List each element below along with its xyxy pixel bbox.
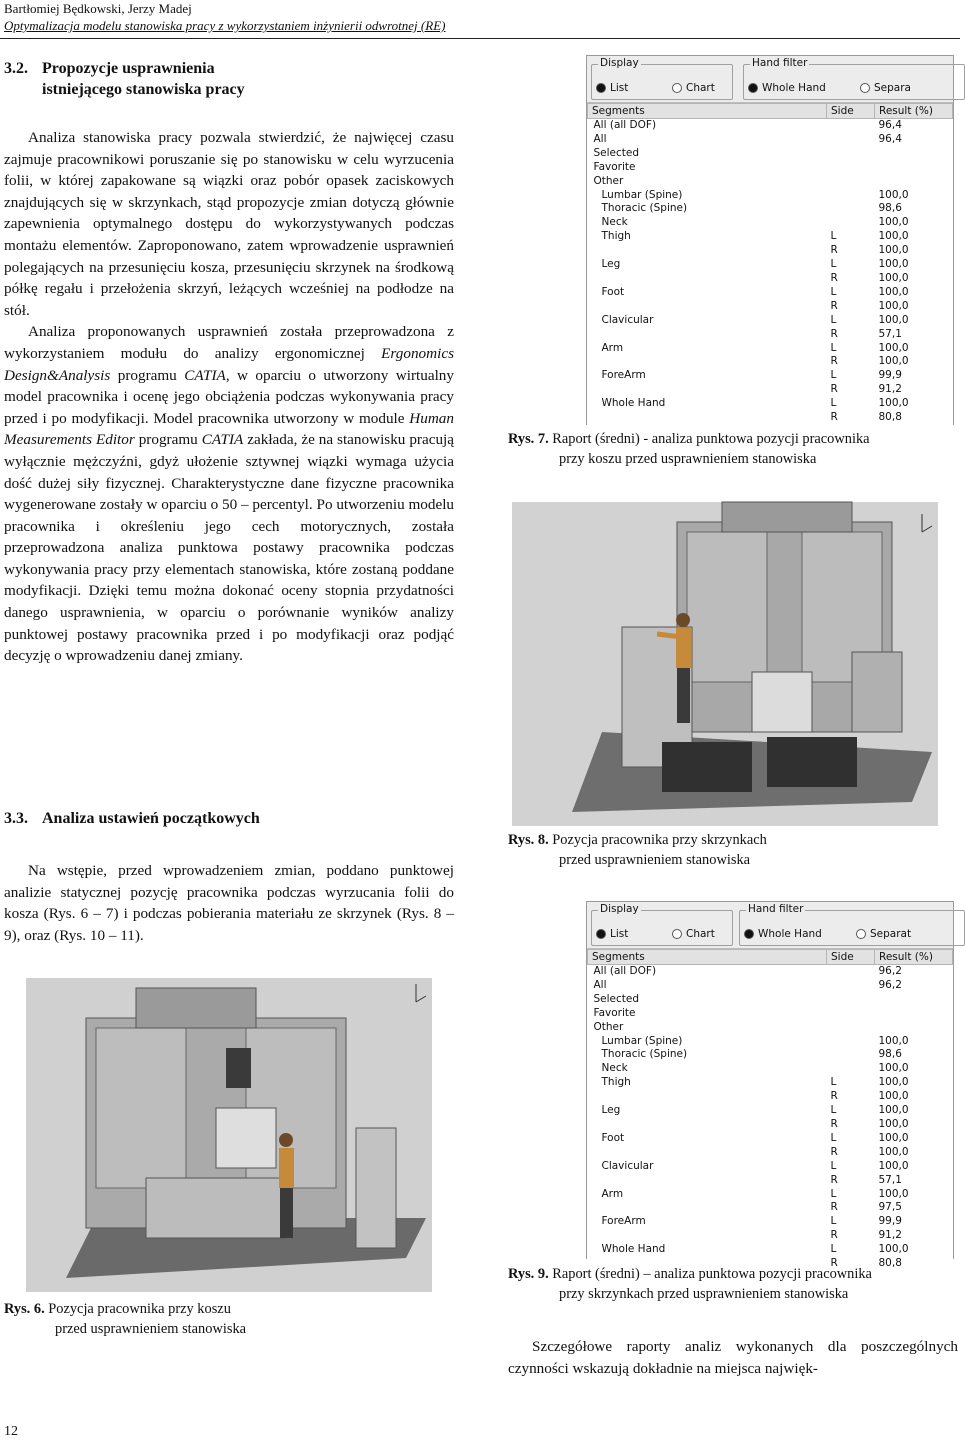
table-row[interactable] xyxy=(588,175,953,189)
result-cell: 100,0 xyxy=(878,1104,909,1117)
side-cell: R xyxy=(830,1090,838,1103)
table-row[interactable] xyxy=(588,979,953,993)
result-cell: 100,0 xyxy=(878,1187,909,1200)
table-row[interactable] xyxy=(588,1118,953,1132)
side-cell xyxy=(827,993,875,1007)
result-cell: 100,0 xyxy=(878,1034,909,1047)
result-cell: 91,2 xyxy=(878,1229,902,1242)
result-cell xyxy=(875,1021,953,1035)
table-row[interactable] xyxy=(588,397,953,411)
side-cell xyxy=(827,216,875,230)
table-row[interactable] xyxy=(588,272,953,286)
segment-cell: All xyxy=(593,978,607,991)
result-cell xyxy=(875,147,953,161)
segment-cell: Favorite xyxy=(593,160,636,173)
segment-cell xyxy=(588,1174,827,1188)
section-3-2-heading xyxy=(4,58,474,100)
side-cell xyxy=(827,1062,875,1076)
segment-cell xyxy=(588,1118,827,1132)
result-cell: 80,8 xyxy=(878,1257,902,1270)
side-cell: L xyxy=(830,285,837,298)
side-cell: L xyxy=(830,1076,837,1089)
paragraph-1: Analiza stanowiska pracy pozwala stwierdzić, że najwięcej czasu zajmuje pracownikowi poruszanie się po stanowisku w celu wyrzucenia folii, w której zapakowane są wiązki oraz pobór opasek zaciskowych znajdujących się w skrzynkach, stąd propozycje zmian dotyczą głównie zapewnienia optymalnego dostępu do wykorzystywanych podczas montażu elementów. Zaproponowano, zatem wprowadzenie usprawnień polegających na przesunięciu kosza, przesunięciu skrzynek na środkową półkę regału i przełożenia skrzyń, leżących wcześniej na podłodze na stół. xyxy=(4,129,454,319)
result-cell: 100,0 xyxy=(878,1131,909,1144)
table-row[interactable] xyxy=(588,286,953,300)
paragraph-tail: Szczegółowe raporty analiz wykonanych dla poszczególnych czynności wskazują dokładnie na miejsca najwięk- xyxy=(508,1338,958,1377)
table-row[interactable] xyxy=(588,161,953,175)
result-cell: 100,0 xyxy=(878,244,909,257)
side-cell xyxy=(827,1007,875,1021)
result-cell xyxy=(875,161,953,175)
side-cell: R xyxy=(830,1229,838,1242)
segment-cell xyxy=(588,383,827,397)
segment-cell xyxy=(588,411,827,425)
result-cell: 100,0 xyxy=(878,299,909,312)
table-row[interactable] xyxy=(588,230,953,244)
side-cell: L xyxy=(830,230,837,243)
segment-cell: Thoracic (Spine) xyxy=(601,202,688,215)
left-column-body xyxy=(4,127,454,667)
side-cell: L xyxy=(830,1187,837,1200)
table-row[interactable] xyxy=(588,202,953,216)
table-row[interactable] xyxy=(588,1188,953,1202)
side-cell: R xyxy=(830,299,838,312)
side-cell: R xyxy=(830,1201,838,1214)
side-cell: R xyxy=(830,355,838,368)
side-cell xyxy=(827,133,875,147)
table-row[interactable] xyxy=(588,314,953,328)
side-cell: L xyxy=(830,341,837,354)
side-cell xyxy=(827,189,875,203)
col-result[interactable]: Result (%) xyxy=(875,950,953,965)
table-row[interactable] xyxy=(588,328,953,342)
section-3-3-number: 3.3. xyxy=(4,810,28,827)
table-row[interactable] xyxy=(588,1048,953,1062)
section-3-3-heading xyxy=(4,808,474,829)
table-row[interactable] xyxy=(588,300,953,314)
side-cell xyxy=(827,1021,875,1035)
segment-cell xyxy=(588,328,827,342)
side-cell: R xyxy=(830,411,838,424)
report-table-fig7 xyxy=(587,103,953,425)
paragraph-2: Analiza proponowanych usprawnień została przeprowadzona z wykorzystaniem modułu do analizy ergonomicznej Ergonomics Design&Analysis programu CATIA, w oparciu o utworzony wirtualny model pracownika i ocenę jego obciążenia podczas wykonywania pracy przed i po modyfikacji. Model pracownika utworzony w module Human Measurements Editor programu CATIA zakłada, że na stanowisku pracują wyłącznie mężczyźni, gdyż ułożenie sztywnej wiązki wymaga użycia dość dużej siły fizycznej. Charakterystyczne dane fizyczne pracownika wygenerowane zostały w oparciu o 50 – percentyl. Po utworzeniu modelu pracownika i określeniu jego cech motorycznych, została przeprowadzona analiza punktowa postawy pracownika podczas wykonywania pracy przy elementach stanowiska, które zostaną poddane modyfikacji. Dzięki temu można dokonać oceny stopnia przydatności danego usprawnienia, w oparciu o porównanie wyników analizy punktowej postawy pracownika przed i po modyfikacji oraz podjąć decyzję o wprowadzeniu danej zmiany. xyxy=(4,323,455,665)
result-cell: 100,0 xyxy=(878,271,909,284)
side-cell: R xyxy=(830,271,838,284)
section-3-2-title-line1: Propozycje usprawnienia xyxy=(42,60,215,77)
table-row[interactable] xyxy=(588,1007,953,1021)
section-3-3-title: Analiza ustawień początkowych xyxy=(42,810,260,827)
result-cell: 100,0 xyxy=(878,216,909,229)
table-row[interactable] xyxy=(588,411,953,425)
table-row[interactable] xyxy=(588,189,953,203)
col-result[interactable]: Result (%) xyxy=(875,104,953,119)
table-row[interactable] xyxy=(588,965,953,979)
result-cell: 57,1 xyxy=(878,327,902,340)
table-row[interactable] xyxy=(588,1215,953,1229)
side-cell xyxy=(827,175,875,189)
report-table-fig9 xyxy=(587,949,953,1271)
table-row[interactable] xyxy=(588,258,953,272)
table-row[interactable] xyxy=(588,1035,953,1049)
table-row[interactable] xyxy=(588,133,953,147)
segment-cell xyxy=(588,1201,827,1215)
segment-cell: Whole Hand xyxy=(601,1243,666,1256)
side-cell: L xyxy=(830,369,837,382)
result-cell xyxy=(875,1007,953,1021)
table-row[interactable] xyxy=(588,1201,953,1215)
segment-cell xyxy=(588,1090,827,1104)
result-cell: 96,4 xyxy=(878,132,902,145)
side-cell: R xyxy=(830,1257,838,1270)
section-3-3-body xyxy=(4,860,454,946)
caption-fig7: Rys. 7. Raport (średni) - analiza punktowa pozycji pracownika przy koszu przed usprawnieniem stanowiska xyxy=(508,431,870,467)
segment-cell xyxy=(588,1146,827,1160)
result-cell: 91,2 xyxy=(878,383,902,396)
col-side[interactable]: Side xyxy=(827,104,875,119)
segment-cell: Thigh xyxy=(601,230,631,243)
result-cell: 100,0 xyxy=(878,188,909,201)
col-side[interactable]: Side xyxy=(827,950,875,965)
caption-fig8: Rys. 8. Pozycja pracownika przy skrzynkach przed usprawnieniem stanowiska xyxy=(508,832,767,868)
side-cell: L xyxy=(830,1104,837,1117)
report-panel-fig7 xyxy=(586,55,954,425)
result-cell: 100,0 xyxy=(878,355,909,368)
segment-cell: Arm xyxy=(601,1187,624,1200)
segment-cell: Leg xyxy=(601,1104,621,1117)
side-cell: R xyxy=(830,1173,838,1186)
col-segments[interactable]: Segments xyxy=(588,104,827,119)
table-row[interactable] xyxy=(588,1104,953,1118)
side-cell xyxy=(827,147,875,161)
table-row[interactable] xyxy=(588,1174,953,1188)
result-cell: 100,0 xyxy=(878,313,909,326)
whole-hand-radio[interactable]: Whole Hand xyxy=(744,928,822,940)
side-cell xyxy=(827,1048,875,1062)
result-cell: 100,0 xyxy=(878,285,909,298)
result-cell: 99,9 xyxy=(878,1215,902,1228)
segment-cell: Lumbar (Spine) xyxy=(601,1034,683,1047)
list-radio[interactable]: List xyxy=(596,928,628,940)
result-cell: 100,0 xyxy=(878,1076,909,1089)
section-3-2-title-line2: istniejącego stanowiska pracy xyxy=(42,81,245,98)
caption-fig6: Rys. 6. Pozycja pracownika przy koszu przed usprawnieniem stanowiska xyxy=(4,1301,247,1337)
hand-filter-group: Hand filter Whole Hand Separa xyxy=(743,64,965,100)
result-cell: 96,2 xyxy=(878,978,902,991)
result-cell: 100,0 xyxy=(878,230,909,243)
result-cell: 100,0 xyxy=(878,1090,909,1103)
table-row[interactable] xyxy=(588,1076,953,1090)
segment-cell: Favorite xyxy=(593,1006,636,1019)
col-segments[interactable]: Segments xyxy=(588,950,827,965)
result-cell: 100,0 xyxy=(878,341,909,354)
right-column-tail xyxy=(508,1336,958,1379)
result-cell: 57,1 xyxy=(878,1173,902,1186)
table-row[interactable] xyxy=(588,383,953,397)
segment-cell: Foot xyxy=(601,1131,625,1144)
side-cell: L xyxy=(830,1159,837,1172)
segment-cell: ForeArm xyxy=(601,369,646,382)
table-row[interactable] xyxy=(588,1160,953,1174)
segment-cell: Thoracic (Spine) xyxy=(601,1048,688,1061)
result-cell: 99,9 xyxy=(878,369,902,382)
page-number: 12 xyxy=(4,1424,18,1439)
table-row[interactable] xyxy=(588,244,953,258)
header-title: Optymalizacja modelu stanowiska pracy z wykorzystaniem inżynierii odwrotnej (RE) xyxy=(4,18,446,33)
segment-cell: Selected xyxy=(593,992,640,1005)
table-row[interactable] xyxy=(588,1021,953,1035)
list-radio[interactable]: List xyxy=(596,82,628,94)
header-authors: Bartłomiej Będkowski, Jerzy Madej xyxy=(4,1,192,16)
section-3-2-number: 3.2. xyxy=(4,60,28,77)
hand-filter-group: Hand filter Whole Hand Separat xyxy=(739,910,965,946)
side-cell xyxy=(827,979,875,993)
table-row[interactable] xyxy=(588,369,953,383)
segment-cell: All (all DOF) xyxy=(593,965,657,977)
table-row[interactable] xyxy=(588,342,953,356)
result-cell: 100,0 xyxy=(878,1145,909,1158)
result-cell xyxy=(875,993,953,1007)
table-row[interactable] xyxy=(588,216,953,230)
side-cell: R xyxy=(830,244,838,257)
table-row[interactable] xyxy=(588,1090,953,1104)
table-row[interactable] xyxy=(588,1243,953,1257)
segment-cell: Other xyxy=(593,174,624,187)
segment-cell: Lumbar (Spine) xyxy=(601,188,683,201)
side-cell: R xyxy=(830,1145,838,1158)
segment-cell: Arm xyxy=(601,341,624,354)
separate-radio[interactable]: Separat xyxy=(856,928,911,940)
side-cell xyxy=(827,965,875,979)
side-cell: L xyxy=(830,258,837,271)
side-cell: L xyxy=(830,1131,837,1144)
separate-radio[interactable]: Separa xyxy=(860,82,911,94)
segment-cell: Leg xyxy=(601,258,621,271)
result-cell xyxy=(875,175,953,189)
result-cell: 100,0 xyxy=(878,1243,909,1256)
segment-cell: Neck xyxy=(601,216,628,229)
whole-hand-radio[interactable]: Whole Hand xyxy=(748,82,826,94)
result-cell: 100,0 xyxy=(878,1159,909,1172)
side-cell: L xyxy=(830,1243,837,1256)
chart-radio[interactable]: Chart xyxy=(672,928,715,940)
segment-cell: Foot xyxy=(601,285,625,298)
side-cell xyxy=(827,202,875,216)
segment-cell: Clavicular xyxy=(601,313,654,326)
side-cell: R xyxy=(830,327,838,340)
segment-cell: Neck xyxy=(601,1062,628,1075)
result-cell: 100,0 xyxy=(878,258,909,271)
display-group: Display List Chart xyxy=(591,910,733,946)
segment-cell: Clavicular xyxy=(601,1159,654,1172)
side-cell: R xyxy=(830,1117,838,1130)
segment-cell: ForeArm xyxy=(601,1215,646,1228)
result-cell: 97,5 xyxy=(878,1201,902,1214)
report-panel-fig9 xyxy=(586,901,954,1270)
segment-cell xyxy=(588,272,827,286)
segment-cell: Whole Hand xyxy=(601,397,666,410)
table-row[interactable] xyxy=(588,1062,953,1076)
caption-fig9: Rys. 9. Raport (średni) – analiza punktowa pozycji pracownika przy skrzynkach przed usprawnieniem stanowiska xyxy=(508,1266,872,1302)
side-cell: L xyxy=(830,313,837,326)
table-row[interactable] xyxy=(588,1132,953,1146)
table-row[interactable] xyxy=(588,1146,953,1160)
result-cell: 96,4 xyxy=(878,119,902,131)
table-row[interactable] xyxy=(588,1229,953,1243)
result-cell: 96,2 xyxy=(878,965,902,977)
side-cell: L xyxy=(830,1215,837,1228)
segment-cell: Thigh xyxy=(601,1076,631,1089)
table-row[interactable] xyxy=(588,993,953,1007)
workstation-render-fig8 xyxy=(512,502,938,826)
side-cell xyxy=(827,119,875,133)
result-cell: 80,8 xyxy=(878,411,902,424)
segment-cell: All xyxy=(593,132,607,145)
result-cell: 100,0 xyxy=(878,1062,909,1075)
table-row[interactable] xyxy=(588,147,953,161)
segment-cell xyxy=(588,1229,827,1243)
segment-cell xyxy=(588,244,827,258)
result-cell: 98,6 xyxy=(878,1048,902,1061)
side-cell: L xyxy=(830,397,837,410)
segment-cell: All (all DOF) xyxy=(593,119,657,131)
paragraph-3-3: Na wstępie, przed wprowadzeniem zmian, poddano punktowej analizie statycznej pozycję pracownika podczas wyrzucania folii do kosza (Rys. 6 – 7) i podczas pobierania materiału ze skrzynek (Rys. 8 – 9), oraz (Rys. 10 – 11). xyxy=(4,862,454,944)
workstation-render-fig6 xyxy=(26,978,432,1292)
side-cell: R xyxy=(830,383,838,396)
side-cell xyxy=(827,161,875,175)
table-row[interactable] xyxy=(588,119,953,133)
header-rule xyxy=(0,38,960,39)
segment-cell xyxy=(588,300,827,314)
result-cell: 98,6 xyxy=(878,202,902,215)
display-group: Display List Chart xyxy=(591,64,733,100)
segment-cell: Other xyxy=(593,1020,624,1033)
segment-cell xyxy=(588,355,827,369)
result-cell: 100,0 xyxy=(878,1117,909,1130)
running-header xyxy=(4,0,445,34)
result-cell: 100,0 xyxy=(878,397,909,410)
side-cell xyxy=(827,1035,875,1049)
table-row[interactable] xyxy=(588,355,953,369)
segment-cell: Selected xyxy=(593,146,640,159)
chart-radio[interactable]: Chart xyxy=(672,82,715,94)
